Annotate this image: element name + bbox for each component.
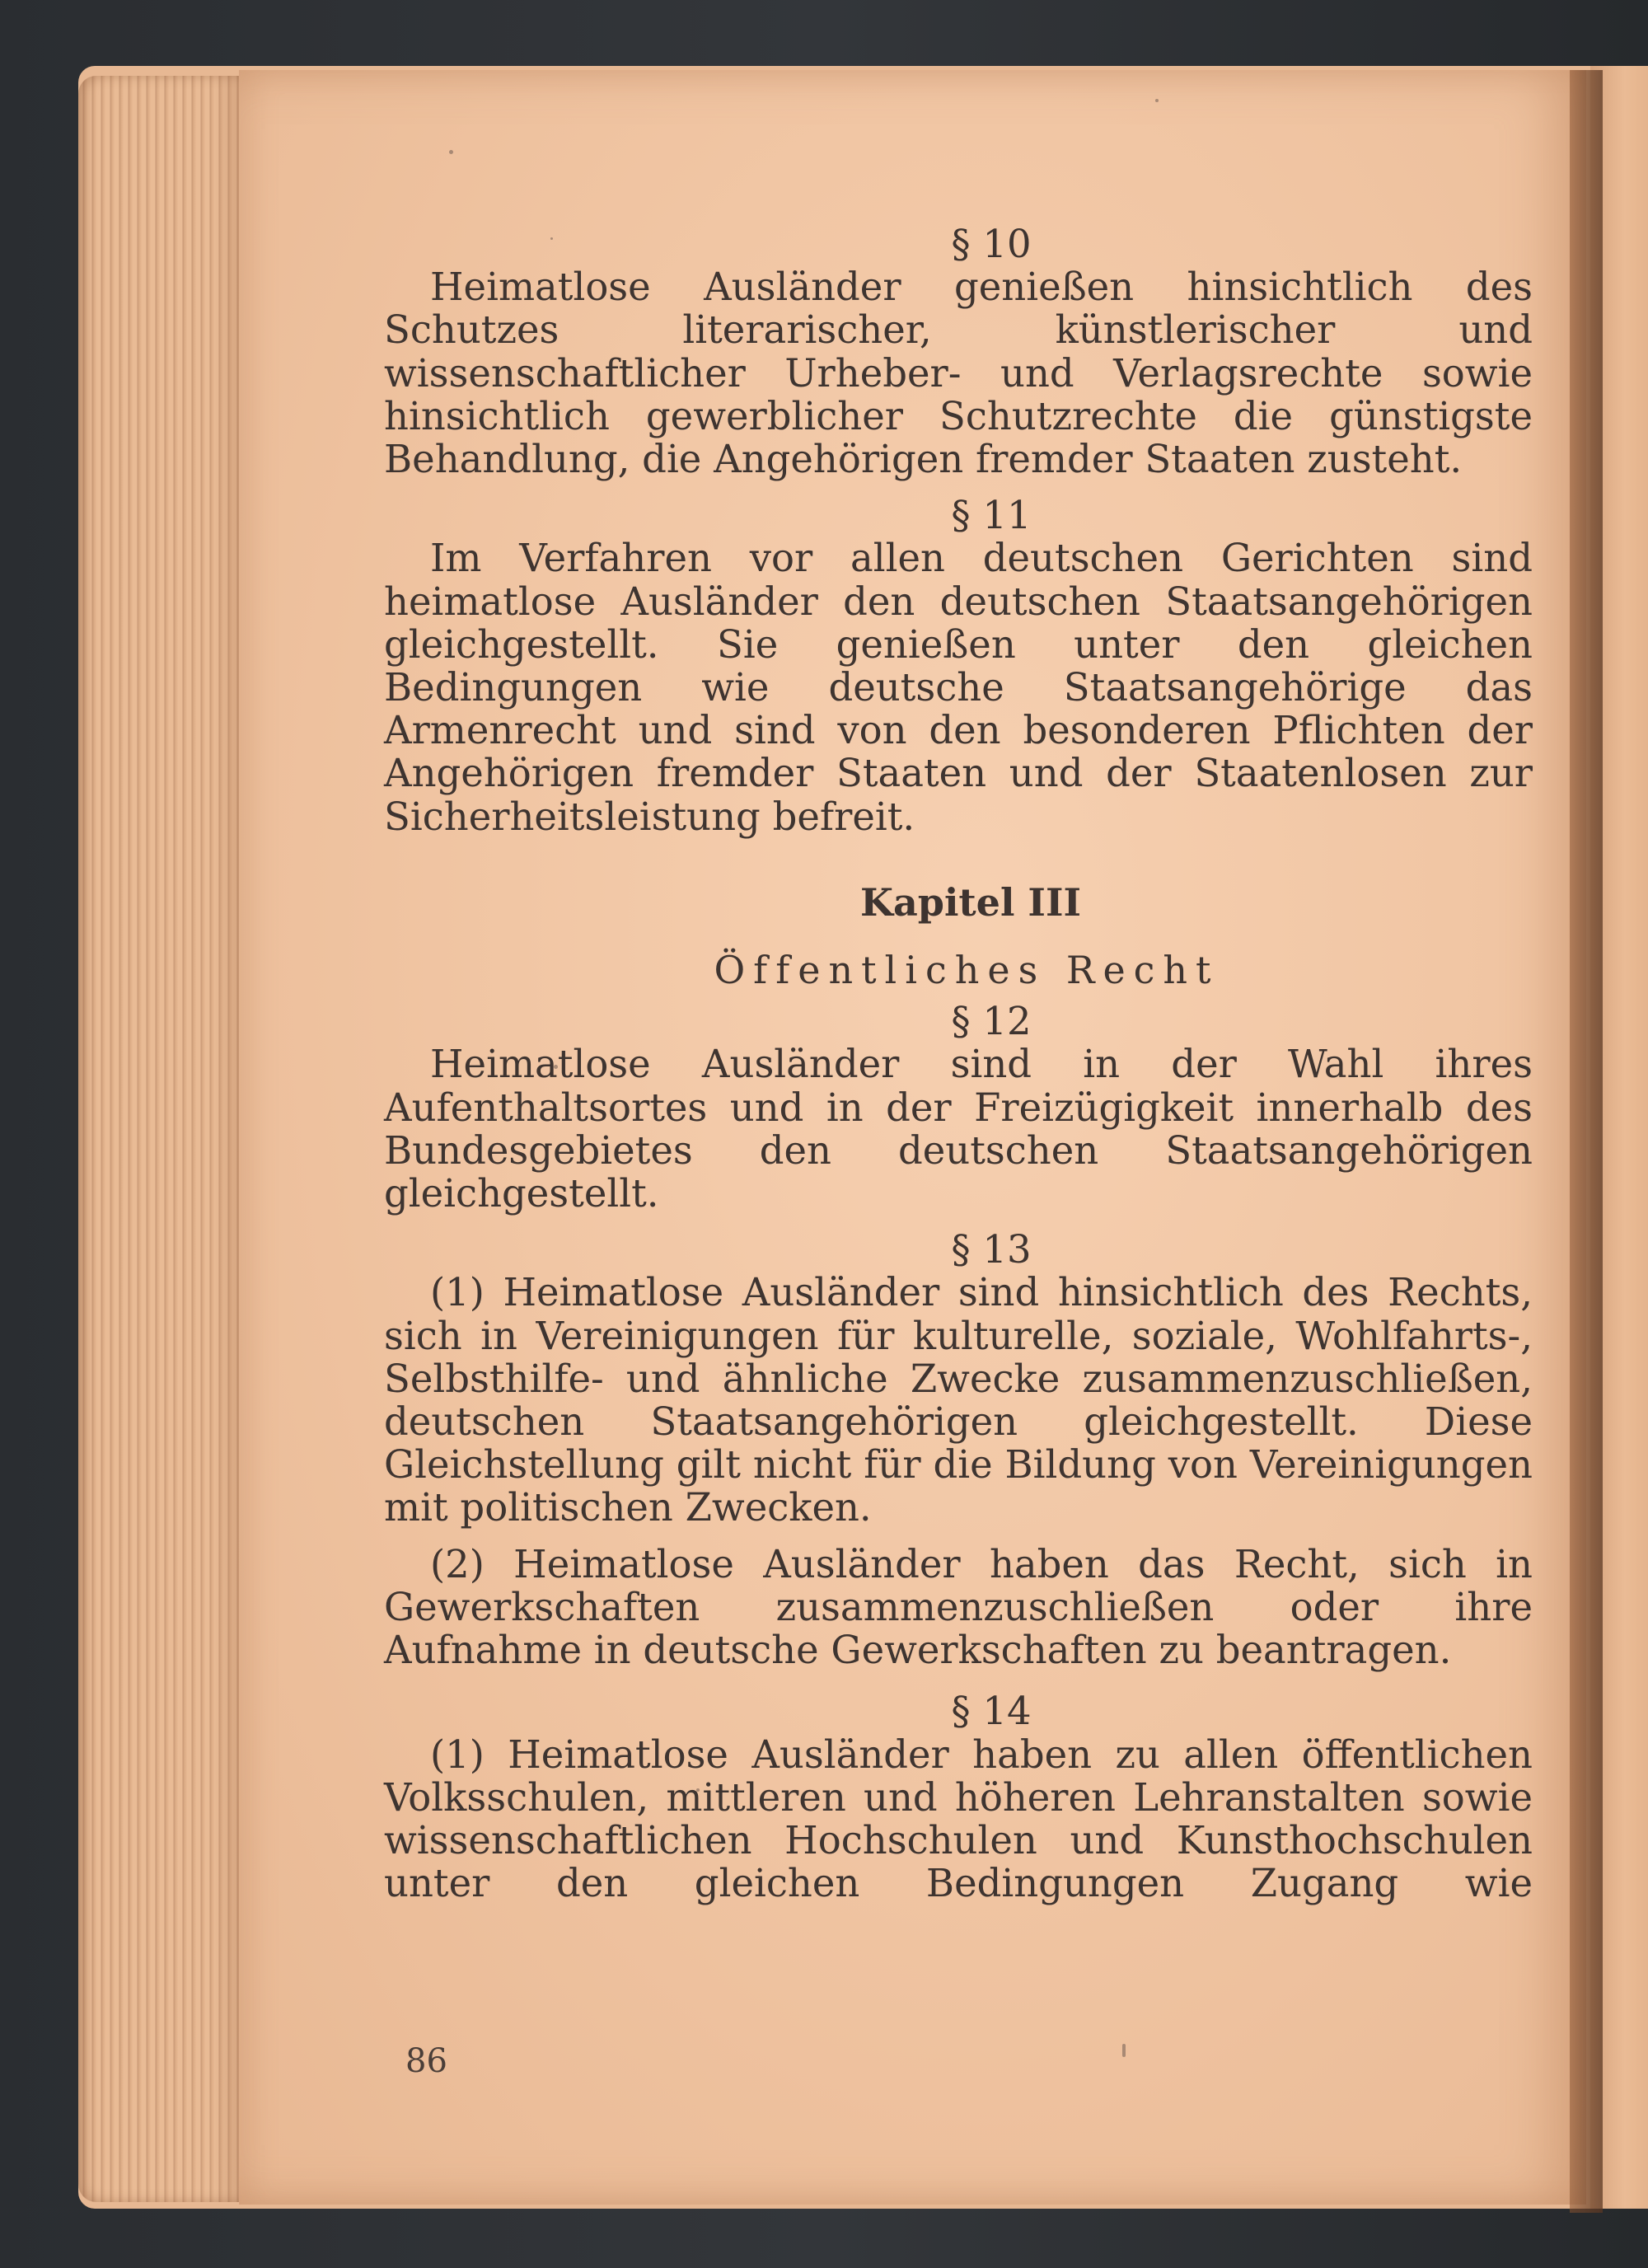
dust-speck [1122, 2044, 1126, 2057]
section-heading-11: § 11 [951, 493, 1032, 538]
page-number: 86 [405, 2042, 447, 2080]
section-heading-10: § 10 [951, 222, 1032, 266]
section-13-paragraph-1: (1) Heimatlose Ausländer sind hinsichtlich des Rechts, sich in Vereinigungen für kulturelle, soziale, Wohlfahrts-, Selbsthilfe- und ähnliche Zwecke zusammenzuschließen, deutschen Staatsangehörigen gleichgestellt. Diese Gleichstellung gilt nicht für die Bildung von Vereinigungen mit politischen Zwecken. [384, 1270, 1533, 1530]
section-10-paragraph: Heimatlose Ausländer genießen hinsichtlich des Schutzes literarischer, künstlerischer und wissenschaftlicher Urheber- und Verlagsrechte sowie hinsichtlich gewerblicher Schutzrechte die günstigste Behandlung, die Angehörigen fremder Staaten zusteht. [384, 265, 1533, 482]
dust-speck [449, 150, 453, 154]
section-heading-13: § 13 [951, 1227, 1032, 1272]
section-heading-14: § 14 [951, 1689, 1032, 1734]
section-14-paragraph: (1) Heimatlose Ausländer haben zu allen öffentlichen Volksschulen, mittleren und höheren Lehranstalten sowie wissenschaftlichen Hochschulen und Kunsthochschulen unter den gleichen Bedingungen Zugang wie [384, 1731, 1533, 1906]
section-13-paragraph-2: (2) Heimatlose Ausländer haben das Recht, sich in Gewerkschaften zusammenzuschließen oder ihre Aufnahme in deutsche Gewerkschaften zu beantragen. [384, 1541, 1533, 1673]
section-11-paragraph: Im Verfahren vor allen deutschen Gerichten sind heimatlose Ausländer den deutschen Staatsangehörigen gleichgestellt. Sie genießen unter den gleichen Bedingungen wie deutsche Staatsangehörige das Armenrecht und sind von den besonderen Pflichten der Angehörigen fremder Staaten und der Staatenlosen zur Sicherheitsleistung befreit. [384, 536, 1533, 839]
section-12-paragraph: Heimatlose Ausländer sind in der Wahl ihres Aufenthaltsortes und in der Freizügigkeit innerhalb des Bundesgebietes den deutschen Staatsangehörigen gleichgestellt. [384, 1042, 1533, 1216]
section-heading-12: § 12 [951, 999, 1032, 1044]
book-gutter [1570, 70, 1603, 2213]
chapter-subtitle: Öffentliches Recht [714, 948, 1220, 993]
dust-speck [1155, 99, 1159, 102]
chapter-title: Kapitel III [860, 879, 1081, 925]
page-text-block [384, 223, 1533, 1905]
